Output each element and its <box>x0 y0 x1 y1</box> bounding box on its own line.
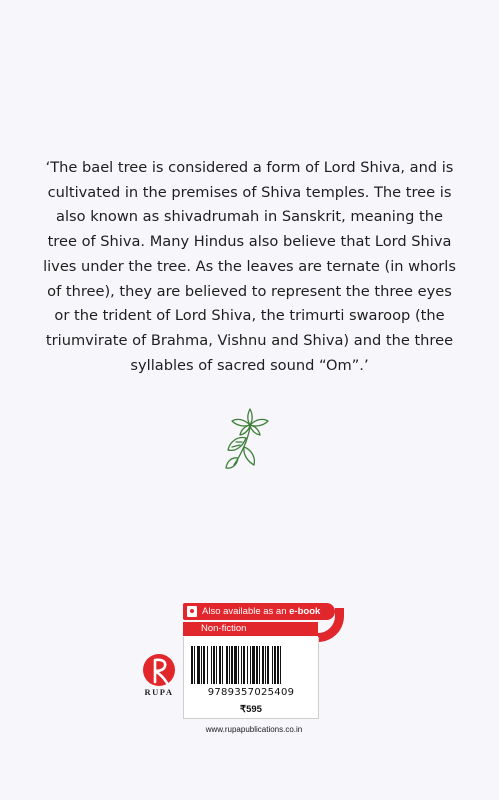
blurb-text: ‘The bael tree is considered a form of Lord Shiva, and is cultivated in the premises of Shiva temples. The tree is also known as shivadrumah in Sanskrit, meaning the tree of Shiva. Many Hindus also believe that Lord Shiva lives under the tree. As the leaves are ternate (in whorls of three), they are believed to represent the three eyes or the trident of Lord Shiva, the trimurti swaroop (the triumvirate of Brahma, Vishnu and Shiva) and the three syllables of sacred sound “Om”.’ <box>43 159 456 374</box>
sticker-curve <box>318 608 344 642</box>
ebook-label <box>202 603 320 620</box>
publisher-website: www.rupapublications.co.in <box>205 725 303 734</box>
book-icon <box>187 606 197 617</box>
barcode <box>191 646 311 684</box>
barcode-box <box>183 637 319 719</box>
isbn-number: 9789357025409 <box>207 687 295 698</box>
price: ₹595 <box>240 704 262 715</box>
ebook-banner <box>183 603 335 620</box>
ebook-prefix: Also available as an <box>202 606 290 617</box>
category-text: Non-fiction <box>201 623 247 634</box>
category-label <box>183 622 318 636</box>
publisher-logo-text: RUPA <box>144 687 174 697</box>
flower-leaf-icon <box>222 405 278 475</box>
ebook-bold: e-book <box>289 606 321 617</box>
